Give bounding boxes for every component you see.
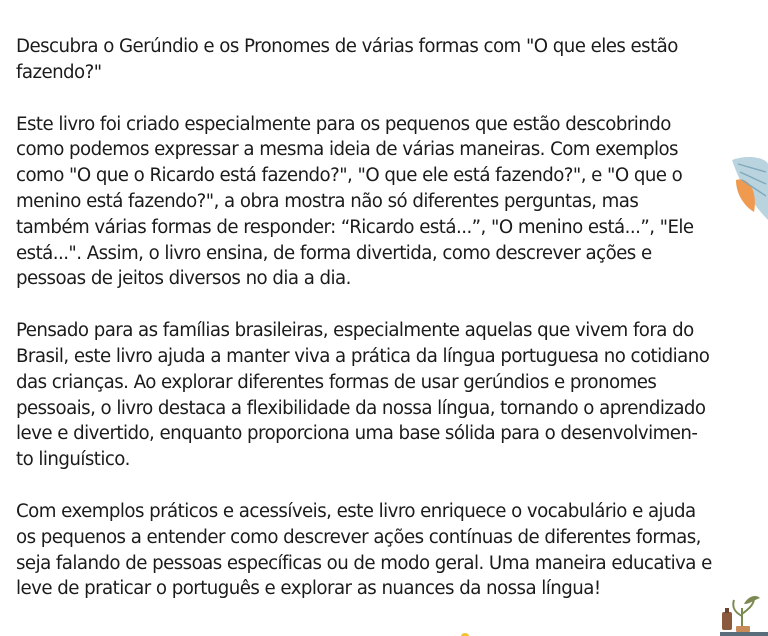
paragraph-intro: Este livro foi criado especialmente para os pequenos que estão descobrindo como podemos expressar a mesma ideia de várias maneiras. Com exemplos como "O que o Ricardo está fazendo?", "O que ele está fazendo?", e "O que o menino está fazendo?", a obra mostra não só diferentes perguntas, mas também várias formas de responder: “Ricardo está...”, "O menino está...”, "Ele está...". Assim, o livro ensina, de forma divertida, como descrever ações e pessoas de jeitos diversos no dia a dia. [16, 113, 694, 290]
paragraph-title: Descubra o Gerúndio e os Pronomes de várias formas com "O que eles estão fazendo?" [16, 36, 678, 83]
paragraph-families: Pensado para as famílias brasileiras, especialmente aquelas que vivem fora do Brasil, este livro ajuda a manter viva a prática da língua portuguesa no cotidiano das crianças. Ao explorar diferentes formas de usar gerúndios e pronomes pessoais, o livro destaca a flexibilidade da nossa língua, tornando o aprendizado leve e divertido, enquanto proporciona uma base sólida para o desenvolvimen- to linguístico. [16, 320, 710, 471]
plant-pot-illustration-icon [720, 590, 768, 636]
leaf-illustration-icon [728, 150, 768, 242]
paragraph-closing: Com exemplos práticos e acessíveis, este livro enriquece o vocabulário e ajuda os pequenos a entender como descrever ações contínuas de diferentes formas, seja falando de pessoas específicas ou de modo geral. Uma maneira educativa e leve de praticar o português e explorar as nuances da nossa língua! [16, 500, 712, 600]
decoration-dot-icon [460, 632, 470, 636]
document-body [16, 34, 740, 628]
